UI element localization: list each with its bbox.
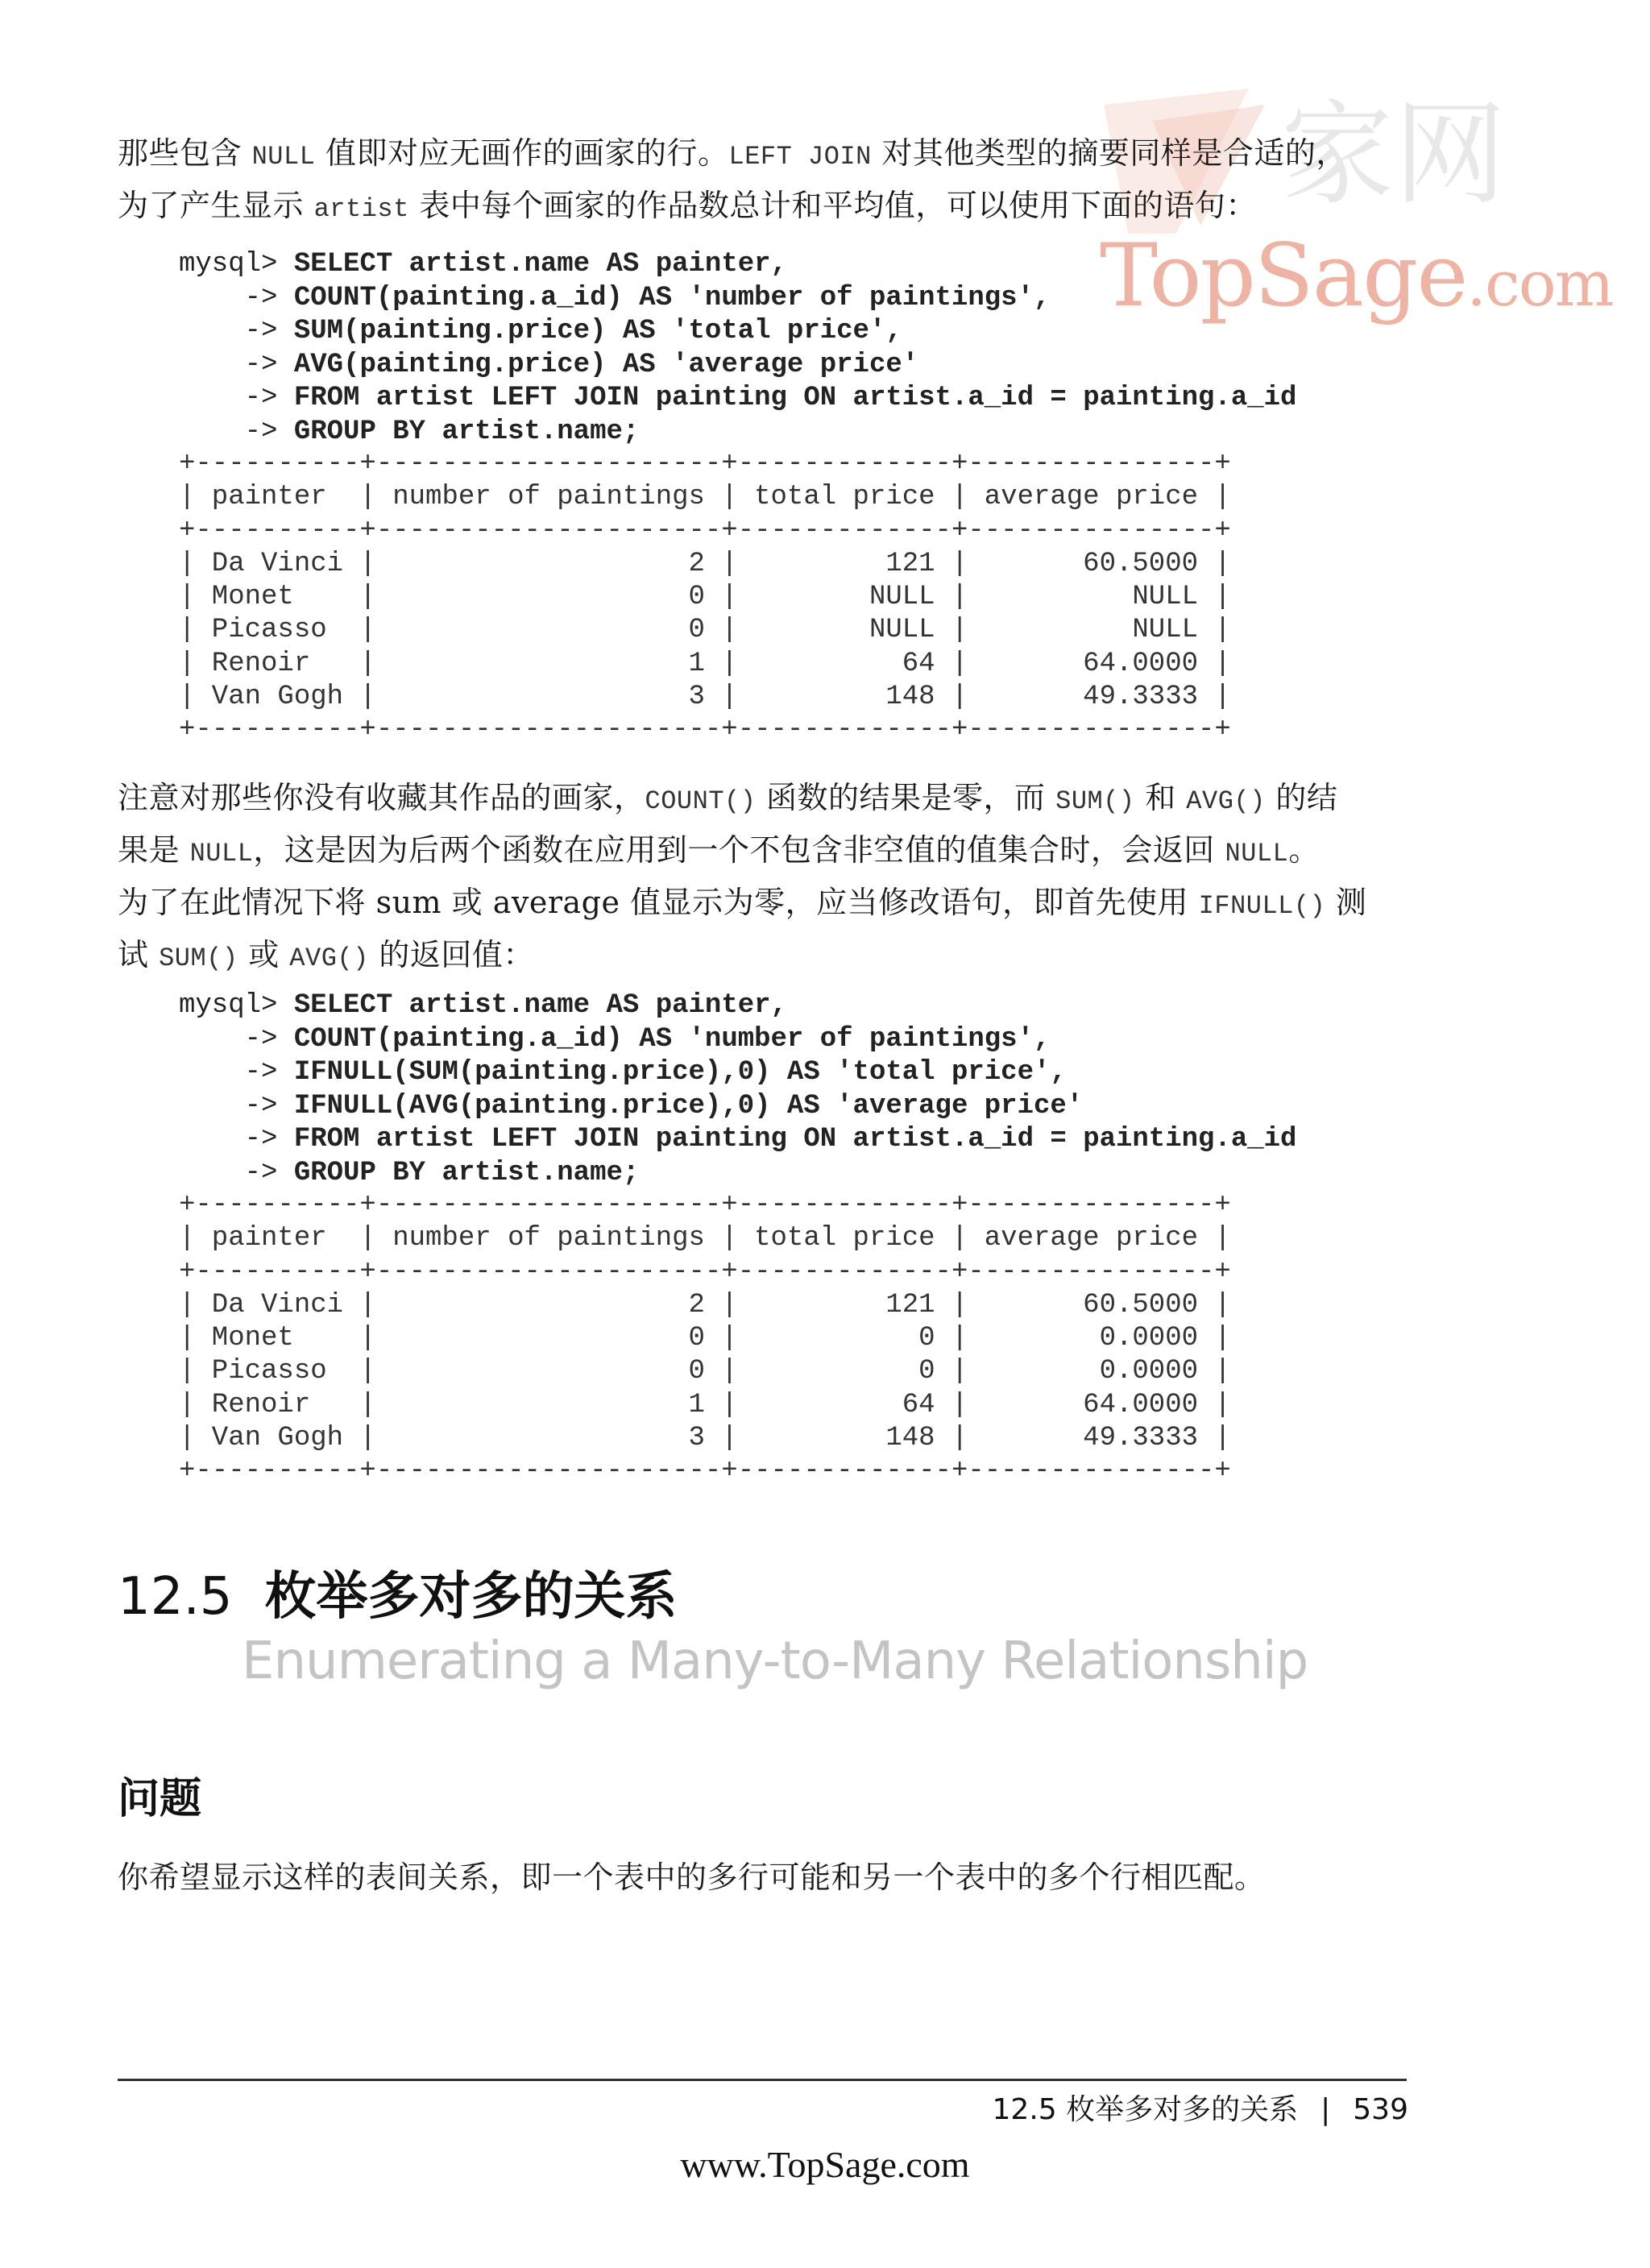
inline-code: COUNT() [645,786,757,816]
paragraph-null-note [118,773,1383,983]
inline-code: NULL [189,839,254,869]
sql-statement: COUNT(painting.a_id) AS 'number of paintings', [293,282,1051,313]
problem-heading: 问题 [118,1775,202,1823]
sql-line [179,1056,1296,1090]
sql-statement: FROM artist LEFT JOIN painting ON artist.a_id = painting.a_id [293,383,1297,413]
inline-code: NULL [1225,839,1289,869]
sql-statement: GROUP BY artist.name; [293,416,640,447]
section-title-en: Enumerating a Many-to-Many Relationship [242,1632,1308,1691]
text-run: 那些包含 [118,135,252,171]
table-row: | Da Vinci | 2 | 121 | 60.5000 | [179,1289,1231,1321]
sql-line [179,248,1296,282]
table-row: | Picasso | 0 | 0 | 0.0000 | [179,1356,1231,1387]
sql-statement: SUM(painting.price) AS 'total price', [293,316,902,346]
table-row: | Picasso | 0 | NULL | NULL | [179,615,1231,646]
sql-statement: IFNULL(AVG(painting.price),0) AS 'average price' [293,1090,1084,1122]
result-table-1 [179,448,1231,748]
page-footer [993,2087,1408,2128]
table-border: +----------+---------------------+-------------+---------------+ [179,449,1231,479]
inline-code: LEFT JOIN [728,142,872,172]
table-row: | Monet | 0 | NULL | NULL | [179,582,1231,613]
text-run: 为了产生显示 [118,188,314,223]
sql-line [179,349,1296,383]
sql-line [179,1023,1296,1057]
section-title-zh: 枚举多对多的关系 [264,1567,678,1627]
text-run: 注意对那些你没有收藏其作品的画家， [118,780,645,815]
table-border: +----------+---------------------+-------------+---------------+ [179,715,1231,746]
sql-statement: GROUP BY artist.name; [293,1157,640,1188]
text-run: 对其他类型的摘要同样是合适的， [871,135,1347,171]
inline-code: AVG() [289,943,369,973]
sql-prompt: -> [179,1124,294,1155]
table-border: +----------+---------------------+-------------+---------------+ [179,1256,1231,1287]
svg-text:家网: 家网 [1281,89,1507,221]
sql-statement: FROM artist LEFT JOIN painting ON artist.a_id = painting.a_id [293,1124,1297,1155]
sql-prompt: -> [179,349,294,380]
paragraph-intro [118,129,1383,234]
table-border: +----------+---------------------+-------------+---------------+ [179,1190,1231,1221]
text-run: 测 [1325,885,1367,920]
text-run: 函数的结果是零，而 [756,780,1056,815]
sql-statement: AVG(painting.price) AS 'average price' [293,349,919,380]
sql-line [179,1157,1296,1191]
sql-line [179,282,1296,316]
sql-prompt: -> [179,1057,294,1088]
result-table-2 [179,1189,1231,1489]
sql-prompt: mysql> [179,249,294,280]
section-heading [118,1555,678,1629]
sql-line [179,315,1296,349]
sql-query-2 [179,989,1296,1190]
sql-line [179,416,1296,450]
inline-code: IFNULL() [1198,891,1326,921]
table-row: | Da Vinci | 2 | 121 | 60.5000 | [179,548,1231,579]
table-row: | Renoir | 1 | 64 | 64.0000 | [179,1389,1231,1420]
sql-line [179,1090,1296,1124]
text-run: 的返回值： [368,937,534,972]
paragraph-line [118,181,1383,234]
sql-prompt: -> [179,1157,294,1188]
sql-query-1 [179,248,1296,449]
sql-statement: IFNULL(SUM(painting.price),0) AS 'total price', [293,1057,1067,1088]
table-border: +----------+---------------------+-------------+---------------+ [179,515,1231,546]
inline-code: SUM() [1055,786,1135,816]
footer-separator: | [1320,2093,1331,2126]
paragraph-line [118,129,1383,181]
text-run: 的结 [1265,780,1338,815]
text-run: 表中每个画家的作品数总计和平均值，可以使用下面的语句： [408,188,1257,223]
sql-line [179,382,1296,416]
text-run: 。 [1288,832,1320,868]
text-run: 试 [118,937,160,972]
paragraph-line [118,931,1383,983]
sql-prompt: -> [179,1023,294,1055]
sql-statement: COUNT(painting.a_id) AS 'number of paintings', [293,1023,1051,1055]
sql-statement: SELECT artist.name AS painter, [293,249,787,280]
text-run: ，这是因为后两个函数在应用到一个不包含非空值的值集合时，会返回 [253,832,1225,868]
sql-prompt: mysql> [179,990,294,1021]
table-row: | Renoir | 1 | 64 | 64.0000 | [179,648,1231,679]
text-run: 或 [238,937,290,972]
text-run: 为了在此情况下将 sum 或 average 值显示为零，应当修改语句，即首先使用 [118,885,1199,920]
text-run: 和 [1134,780,1187,815]
sql-prompt: -> [179,316,294,346]
inline-code: SUM() [159,943,238,973]
paragraph-line [118,826,1383,878]
sql-statement: SELECT artist.name AS painter, [293,990,787,1021]
sql-prompt: -> [179,282,294,313]
site-url: www.TopSage.com [680,2144,970,2185]
page-number: 539 [1353,2093,1408,2126]
footer-rule [118,2079,1407,2081]
table-header-row: | painter | number of paintings | total price | average price | [179,482,1231,513]
table-row: | Van Gogh | 3 | 148 | 49.3333 | [179,1423,1231,1454]
table-border: +----------+---------------------+-------------+---------------+ [179,1456,1231,1487]
table-header-row: | painter | number of paintings | total price | average price | [179,1223,1231,1254]
problem-text: 你希望显示这样的表间关系，即一个表中的多行可能和另一个表中的多个行相匹配。 [118,1860,1266,1895]
sql-line [179,1123,1296,1157]
inline-code: artist [313,194,409,224]
inline-code: AVG() [1186,786,1266,816]
text-run: 果是 [118,832,190,868]
paragraph-line [118,773,1383,826]
text-run: 值即对应无画作的画家的行。 [315,135,729,171]
watermark-site: TopSage.com [1100,226,1613,326]
table-row: | Van Gogh | 3 | 148 | 49.3333 | [179,682,1231,713]
inline-code: NULL [251,142,316,172]
sql-line [179,989,1296,1023]
sql-prompt: -> [179,383,294,413]
running-title: 12.5 枚举多对多的关系 [992,2093,1299,2126]
section-number: 12.5 [118,1567,233,1627]
sql-prompt: -> [179,416,294,447]
paragraph-line [118,878,1383,931]
sql-prompt: -> [179,1090,294,1122]
table-row: | Monet | 0 | 0 | 0.0000 | [179,1323,1231,1354]
